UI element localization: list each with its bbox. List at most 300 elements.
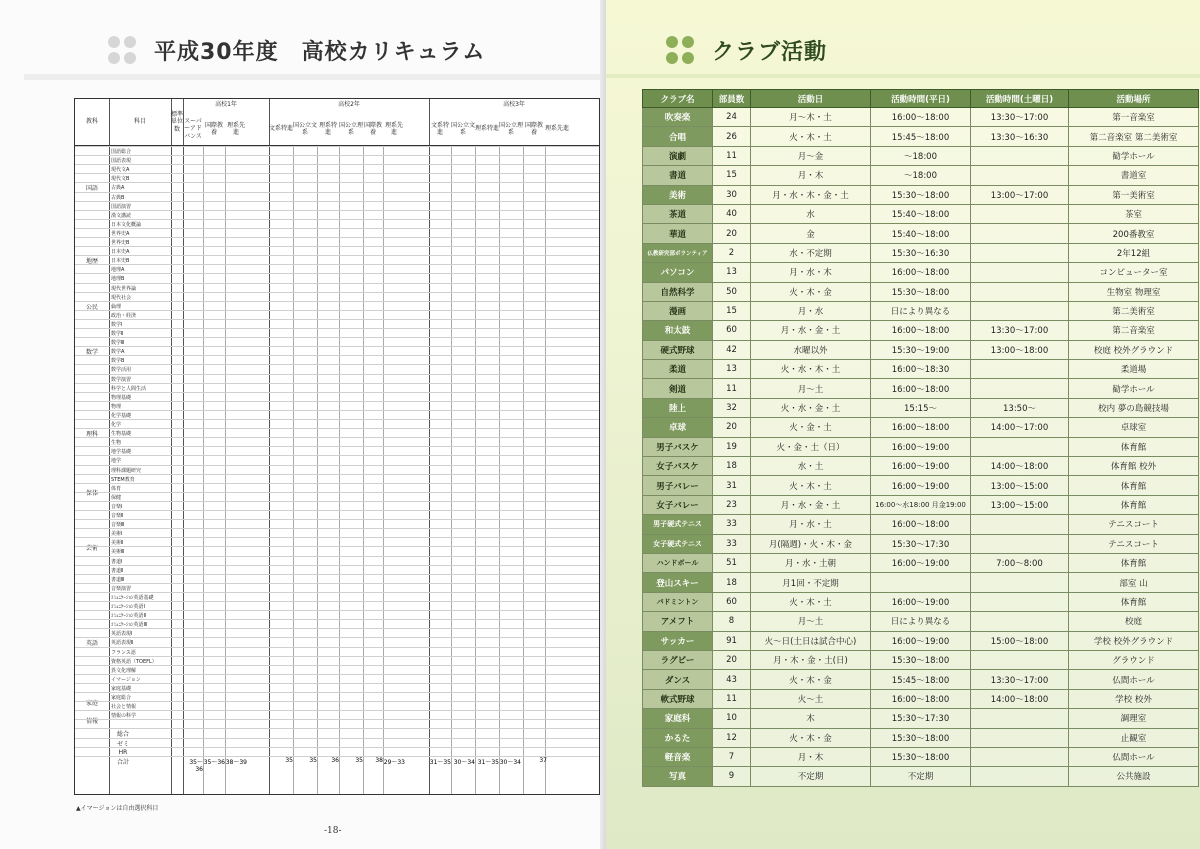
column-header: 活動時間(土曜日) (971, 90, 1069, 108)
subject-name: 日本史B (111, 258, 130, 265)
course-header: 理系特進 (475, 125, 500, 133)
activity-place: 体育館 校外 (1069, 457, 1199, 476)
total-value: 38～39 (225, 758, 247, 766)
activity-days: 月・水・土朝 (751, 553, 871, 572)
year3-header: 高校3年 (503, 101, 525, 109)
saturday-hours (971, 767, 1069, 786)
activity-days: 月・木 (751, 747, 871, 766)
weekday-hours: 16:00～18:00 (871, 263, 971, 282)
activity-place: 仏間ホール (1069, 747, 1199, 766)
subject-name: 英語表現Ⅰ (111, 631, 133, 638)
weekday-hours: 15:15～ (871, 398, 971, 417)
club-page (606, 0, 1200, 849)
weekday-hours: 16:00～18:00 (871, 379, 971, 398)
member-count: 60 (713, 321, 751, 340)
group-label: 英語 (75, 592, 109, 693)
club-name: 吹奏楽 (643, 108, 713, 127)
member-count: 13 (713, 263, 751, 282)
club-row (643, 379, 1199, 398)
activity-days: 火・金・土 (751, 418, 871, 437)
club-row (643, 243, 1199, 262)
member-count: 7 (713, 747, 751, 766)
weekday-hours: ～18:00 (871, 146, 971, 165)
group-label: 公民 (75, 292, 109, 320)
group-label: 地歴 (75, 228, 109, 293)
club-row (643, 108, 1199, 127)
member-count: 40 (713, 204, 751, 223)
subject-name: 生物基礎 (111, 431, 132, 438)
weekday-hours: 15:30～17:30 (871, 709, 971, 728)
club-name: かるた (643, 728, 713, 747)
club-name: 陸上 (643, 398, 713, 417)
activity-days: 月～木・土 (751, 108, 871, 127)
subject-name: 地学基礎 (111, 449, 132, 456)
weekday-hours: 15:30～19:00 (871, 340, 971, 359)
member-count: 11 (713, 146, 751, 165)
club-row (643, 476, 1199, 495)
header-band (24, 74, 606, 80)
column-header: 活動時間(平日) (871, 90, 971, 108)
weekday-hours: 15:30～18:00 (871, 747, 971, 766)
member-count: 8 (713, 612, 751, 631)
club-row (643, 670, 1199, 689)
activity-days: 木 (751, 709, 871, 728)
club-name: バドミントン (643, 592, 713, 611)
activity-days: 火・水・金・土 (751, 398, 871, 417)
club-name: 剣道 (643, 379, 713, 398)
member-count: 23 (713, 495, 751, 514)
activity-place: テニスコート (1069, 515, 1199, 534)
activity-place: 第二美術室 (1069, 301, 1199, 320)
subject-name: ｺﾐｭﾆｹｰｼｮﾝ英語基礎 (111, 594, 154, 601)
subject-name: 書道Ⅲ (111, 576, 125, 583)
activity-place: 勧学ホール (1069, 146, 1199, 165)
activity-place: テニスコート (1069, 534, 1199, 553)
weekday-hours: 16:00～19:00 (871, 437, 971, 456)
member-count: 20 (713, 650, 751, 669)
weekday-hours: 16:00～18:00 (871, 321, 971, 340)
weekday-hours: 日により異なる (871, 612, 971, 631)
course-header: 国際教養 (524, 121, 543, 136)
credits-header: 標準単位数 (171, 111, 184, 133)
activity-days: 月・水・木 (751, 263, 871, 282)
total-value: 37 (539, 756, 547, 764)
activity-place: 生物室 物理室 (1069, 282, 1199, 301)
activity-place: 200番教室 (1069, 224, 1199, 243)
activity-days: 月～金 (751, 146, 871, 165)
activity-days: 火・木・土 (751, 592, 871, 611)
saturday-hours (971, 360, 1069, 379)
subject-name: 数学活用 (111, 367, 132, 374)
header-band (606, 74, 1200, 78)
course-header: 理系先進 (545, 125, 570, 133)
group-label: ゼミ (75, 738, 171, 748)
activity-place: 2年12組 (1069, 243, 1199, 262)
activity-place: 卓球室 (1069, 418, 1199, 437)
group-label: 情報 (75, 710, 109, 729)
activity-place: コンピューター室 (1069, 263, 1199, 282)
group-label: 保体 (75, 483, 109, 502)
weekday-hours: 16:00～18:00 (871, 108, 971, 127)
course-header: 国公立文系 (293, 121, 318, 136)
saturday-hours: 13:30～17:00 (971, 670, 1069, 689)
club-name: 漫画 (643, 301, 713, 320)
subject-name: 資格英語（TOEFL） (111, 658, 157, 665)
activity-days: 火・木・土 (751, 127, 871, 146)
club-row (643, 301, 1199, 320)
subject-name: 現代文B (111, 176, 130, 183)
saturday-hours: 13:00～15:00 (971, 476, 1069, 495)
club-name: ラグビー (643, 650, 713, 669)
club-row (643, 709, 1199, 728)
club-row (643, 747, 1199, 766)
club-name: 女子硬式テニス (643, 534, 713, 553)
activity-days: 火・金・土（日） (751, 437, 871, 456)
club-row (643, 204, 1199, 223)
club-name: 軽音楽 (643, 747, 713, 766)
footnote: ▲イマージョンは自由選択科目 (76, 805, 159, 812)
member-count: 13 (713, 360, 751, 379)
member-count: 15 (713, 166, 751, 185)
group-label: 芸術 (75, 501, 109, 593)
club-name: 茶道 (643, 204, 713, 223)
club-row (643, 728, 1199, 747)
page-number: -18- (324, 826, 342, 836)
total-value: 35 (355, 756, 363, 764)
course-header: 国公立文系 (451, 121, 476, 136)
course-header: 文系特進 (430, 121, 449, 136)
subject-name: 数学演習 (111, 376, 132, 383)
club-row (643, 553, 1199, 572)
course-header: 国公立理系 (499, 121, 524, 136)
subject-name: 美術Ⅱ (111, 540, 124, 547)
club-name: 男子硬式テニス (643, 515, 713, 534)
club-row (643, 515, 1199, 534)
total-value: 36 (331, 756, 339, 764)
subject-name: 数学Ⅰ (111, 321, 123, 328)
subject-name: 現代文A (111, 167, 130, 174)
club-row (643, 224, 1199, 243)
club-row (643, 592, 1199, 611)
activity-days: 水・土 (751, 457, 871, 476)
total-value: 31～35 (429, 758, 451, 766)
weekday-hours: 16:00～19:00 (871, 592, 971, 611)
club-name: 女子バレー (643, 495, 713, 514)
subject-name: 理科課題研究 (111, 467, 142, 474)
activity-place: 公共施設 (1069, 767, 1199, 786)
total-value: 30～34 (499, 758, 521, 766)
activity-place: 茶室 (1069, 204, 1199, 223)
activity-place: 勧学ホール (1069, 379, 1199, 398)
total-value: 30～34 (453, 758, 475, 766)
subject-name: 国語表現 (111, 158, 132, 165)
saturday-hours (971, 379, 1069, 398)
saturday-hours (971, 263, 1069, 282)
subject-name: 音楽Ⅲ (111, 522, 125, 529)
club-row (643, 457, 1199, 476)
activity-place: 止観室 (1069, 728, 1199, 747)
subject-name: 異文化理解 (111, 667, 137, 674)
curriculum-header (108, 24, 485, 76)
club-name: 登山スキー (643, 573, 713, 592)
club-name: 華道 (643, 224, 713, 243)
subject-name: 書道Ⅰ (111, 558, 123, 565)
activity-place: 学校 校外 (1069, 689, 1199, 708)
subject-name: 日本文化概論 (111, 221, 142, 228)
total-value: 31～35 (477, 758, 499, 766)
activity-days: 月(隔週)・火・木・金 (751, 534, 871, 553)
subject-name: 化学基礎 (111, 412, 132, 419)
total-value: 35～36 (189, 758, 203, 773)
saturday-hours (971, 650, 1069, 669)
club-row (643, 185, 1199, 204)
subject-name: 地理B (111, 276, 125, 283)
weekday-hours: 16:00～19:00 (871, 553, 971, 572)
subject-name: 世界史B (111, 240, 130, 246)
activity-place: 第二音楽室 (1069, 321, 1199, 340)
club-name: アメフト (643, 612, 713, 631)
club-name: 家庭科 (643, 709, 713, 728)
group-label: 数学 (75, 319, 109, 384)
activity-days: 月・水・金・土 (751, 321, 871, 340)
club-row (643, 340, 1199, 359)
activity-days: 月～土 (751, 612, 871, 631)
weekday-hours: 15:30～18:00 (871, 185, 971, 204)
club-row (643, 321, 1199, 340)
member-count: 24 (713, 108, 751, 127)
activity-days: 火～土 (751, 689, 871, 708)
weekday-hours: 16:00～18:30 (871, 360, 971, 379)
subject-name: 生物 (111, 440, 122, 447)
saturday-hours (971, 437, 1069, 456)
subject-name: 科学と人間生活 (111, 385, 147, 392)
member-count: 10 (713, 709, 751, 728)
subject-name: 政治・経済 (111, 312, 137, 319)
column-header: 部員数 (713, 90, 751, 108)
club-name: 卓球 (643, 418, 713, 437)
saturday-hours (971, 146, 1069, 165)
club-name: 自然科学 (643, 282, 713, 301)
weekday-hours: 15:45～18:00 (871, 670, 971, 689)
activity-place: 調理室 (1069, 709, 1199, 728)
weekday-hours: 15:30～17:30 (871, 534, 971, 553)
member-count: 26 (713, 127, 751, 146)
subject-name: 音楽演習 (111, 585, 132, 592)
member-count: 42 (713, 340, 751, 359)
club-row (643, 282, 1199, 301)
subject-name: 古典B (111, 194, 125, 201)
activity-place: 第二音楽室 第二美術室 (1069, 127, 1199, 146)
weekday-hours: 16:00～19:00 (871, 457, 971, 476)
group-label: 家庭 (75, 692, 109, 711)
course-header: 理系特進 (318, 121, 337, 136)
club-name: 合唱 (643, 127, 713, 146)
subject-name: 数学Ⅲ (111, 340, 125, 347)
course-header: 国際教養 (204, 121, 223, 136)
subject-name: 数学A (111, 349, 125, 356)
activity-days: 水・不定期 (751, 243, 871, 262)
subject-name: 書道Ⅱ (111, 567, 124, 574)
member-count: 20 (713, 418, 751, 437)
club-row (643, 146, 1199, 165)
subject-name: 美術Ⅰ (111, 531, 123, 538)
subject-name: 漢文講読 (111, 212, 132, 219)
total-value: 35～36 (203, 758, 225, 766)
activity-place: 体育館 (1069, 495, 1199, 514)
club-name: 柔道 (643, 360, 713, 379)
subject-name: 古典A (111, 185, 125, 192)
activity-days: 月・水・金・土 (751, 495, 871, 514)
subject-name: 国語総合 (111, 149, 132, 155)
activity-days: 月・水 (751, 301, 871, 320)
member-count: 12 (713, 728, 751, 747)
group-header: 教科 (85, 118, 98, 126)
club-row (643, 534, 1199, 553)
member-count: 31 (713, 476, 751, 495)
club-row (643, 650, 1199, 669)
club-name: 美術 (643, 185, 713, 204)
subject-name: 美術Ⅲ (111, 549, 125, 556)
activity-days: 火・木・土 (751, 476, 871, 495)
club-name: ダンス (643, 670, 713, 689)
activity-place: 部室 山 (1069, 573, 1199, 592)
saturday-hours: 7:00～8:00 (971, 553, 1069, 572)
subject-name: 音楽Ⅰ (111, 503, 123, 510)
group-label: 合計 (75, 756, 171, 766)
weekday-hours: 16:00～19:00 (871, 476, 971, 495)
activity-place: 校庭 (1069, 612, 1199, 631)
club-row (643, 573, 1199, 592)
member-count: 30 (713, 185, 751, 204)
clover-icon (666, 36, 694, 64)
total-value: 29～33 (383, 758, 405, 766)
club-name: パソコン (643, 263, 713, 282)
subject-name: STEM教育 (111, 476, 135, 483)
activity-days: 火～日(土日は試合中心) (751, 631, 871, 650)
saturday-hours (971, 728, 1069, 747)
weekday-hours: 16:00～18:00 (871, 418, 971, 437)
subject-name: ｺﾐｭﾆｹｰｼｮﾝ英語Ⅱ (111, 613, 146, 620)
subject-name: 地学 (111, 458, 122, 465)
page-title: クラブ活動 (712, 39, 828, 65)
activity-place: 体育館 (1069, 592, 1199, 611)
weekday-hours: ～18:00 (871, 166, 971, 185)
subject-name: 世界史A (111, 230, 130, 237)
group-label: 国語 (75, 146, 109, 229)
saturday-hours (971, 534, 1069, 553)
saturday-hours (971, 204, 1069, 223)
saturday-hours (971, 166, 1069, 185)
activity-place: 柔道場 (1069, 360, 1199, 379)
activity-days: 火・水・木・土 (751, 360, 871, 379)
course-header: スーパーアドバンス (184, 118, 202, 140)
activity-place: 書道室 (1069, 166, 1199, 185)
total-value: 38 (375, 756, 383, 764)
activity-place: 第一音楽室 (1069, 108, 1199, 127)
subject-name: 物理基礎 (111, 394, 132, 401)
course-header: 文系特進 (269, 125, 294, 133)
saturday-hours (971, 243, 1069, 262)
club-row (643, 263, 1199, 282)
club-row (643, 689, 1199, 708)
year1-header: 高校1年 (215, 101, 237, 109)
activity-days: 水曜以外 (751, 340, 871, 359)
weekday-hours: 15:30～16:30 (871, 243, 971, 262)
weekday-hours: 不定期 (871, 767, 971, 786)
member-count: 33 (713, 515, 751, 534)
group-label: 総合 (75, 728, 171, 738)
club-row (643, 127, 1199, 146)
weekday-hours: 15:40～18:00 (871, 204, 971, 223)
activity-place: 仏間ホール (1069, 670, 1199, 689)
subject-name: 地理A (111, 267, 125, 274)
activity-place: 学校 校外グラウンド (1069, 631, 1199, 650)
subject-name: ｺﾐｭﾆｹｰｼｮﾝ英語Ⅲ (111, 622, 147, 629)
weekday-hours: 15:45～18:00 (871, 127, 971, 146)
group-label: 理科 (75, 383, 109, 484)
club-name: 男子バレー (643, 476, 713, 495)
club-name: 和太鼓 (643, 321, 713, 340)
club-row (643, 166, 1199, 185)
saturday-hours (971, 301, 1069, 320)
activity-place: グラウンド (1069, 650, 1199, 669)
member-count: 51 (713, 553, 751, 572)
activity-days: 火・木・金 (751, 670, 871, 689)
page-title: 平成30年度 高校カリキュラム (154, 39, 486, 65)
subject-name: 英語表現Ⅱ (111, 640, 134, 647)
saturday-hours: 13:30～17:00 (971, 108, 1069, 127)
club-row (643, 437, 1199, 456)
member-count: 11 (713, 379, 751, 398)
subject-name: 化学 (111, 422, 122, 428)
subject-name: 物理 (111, 403, 122, 410)
club-name: 硬式野球 (643, 340, 713, 359)
saturday-hours (971, 747, 1069, 766)
member-count: 60 (713, 592, 751, 611)
weekday-hours: 15:30～18:00 (871, 728, 971, 747)
member-count: 15 (713, 301, 751, 320)
saturday-hours (971, 573, 1069, 592)
member-count: 2 (713, 243, 751, 262)
member-count: 91 (713, 631, 751, 650)
club-name: 軟式野球 (643, 689, 713, 708)
activity-days: 金 (751, 224, 871, 243)
member-count: 9 (713, 767, 751, 786)
member-count: 18 (713, 573, 751, 592)
total-value: 35 (285, 756, 293, 764)
activity-place: 体育館 (1069, 553, 1199, 572)
course-header: 国際教養 (363, 121, 382, 136)
activity-place: 第一美術室 (1069, 185, 1199, 204)
saturday-hours: 14:00～18:00 (971, 689, 1069, 708)
column-header: クラブ名 (643, 90, 713, 108)
subject-name: 情報の科学 (111, 713, 137, 720)
saturday-hours (971, 592, 1069, 611)
group-label: HR (75, 747, 171, 757)
weekday-hours: 15:40～18:00 (871, 224, 971, 243)
activity-place: 校庭 校外グラウンド (1069, 340, 1199, 359)
saturday-hours (971, 224, 1069, 243)
member-count: 11 (713, 689, 751, 708)
club-row (643, 418, 1199, 437)
weekday-hours: 16:00～19:00 (871, 631, 971, 650)
clover-icon (108, 36, 136, 64)
total-value: 35 (309, 756, 317, 764)
activity-days: 月・木・金・土(日) (751, 650, 871, 669)
saturday-hours: 13:30～17:00 (971, 321, 1069, 340)
activity-days: 月1回・不定期 (751, 573, 871, 592)
activity-days: 不定期 (751, 767, 871, 786)
